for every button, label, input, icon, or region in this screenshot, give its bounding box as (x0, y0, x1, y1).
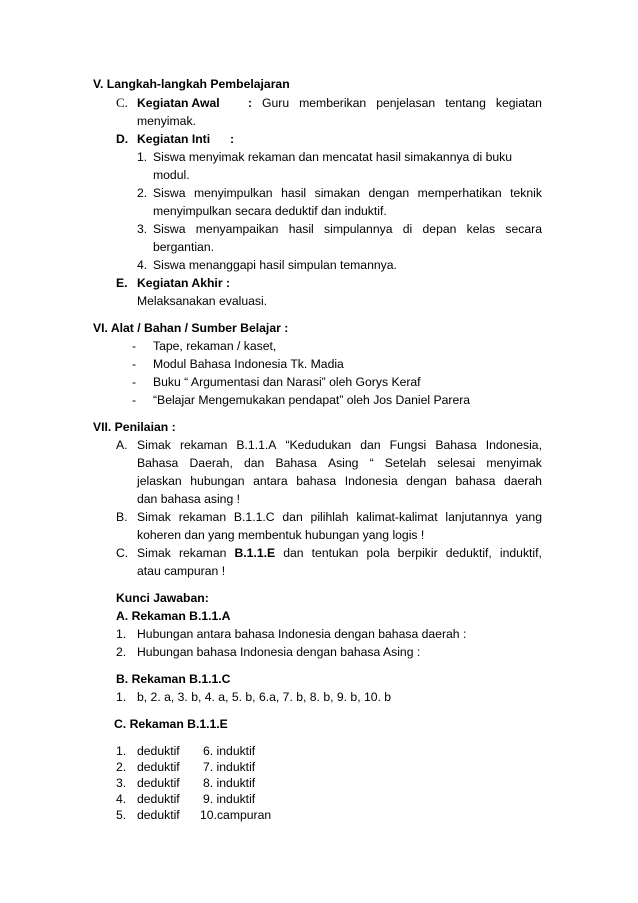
word: dengan (406, 474, 447, 488)
list-dash: - (132, 357, 137, 371)
section-6-heading: VI. Alat / Bahan / Sumber Belajar : (93, 321, 289, 335)
word: B.1.1.E (234, 546, 276, 560)
word: B.1.1.C (233, 510, 275, 524)
recording-b-title: B. Rekaman B.1.1.C (116, 672, 231, 686)
question-a-line3 (137, 473, 542, 489)
word: teknik (510, 186, 542, 200)
word: Bahasa (435, 438, 477, 452)
word: kelas (466, 222, 496, 236)
list-item: “Belajar Mengemukakan pendapat” oleh Jos Daniel Parera (153, 393, 471, 407)
word: pilihlah (310, 510, 349, 524)
item-d-colon: : (230, 132, 235, 146)
word: simpulannya (324, 222, 393, 236)
word: induktif, (499, 546, 542, 560)
word: Siswa (153, 186, 186, 200)
word: hubungan (190, 474, 245, 488)
word: Daerah, (189, 456, 233, 470)
word: penjelasan (376, 96, 436, 110)
word: hasil (288, 222, 314, 236)
word: dan (243, 456, 265, 470)
list-item: Modul Bahasa Indonesia Tk. Madia (153, 357, 344, 371)
word: menyampaikan (195, 222, 279, 236)
word: tentang (445, 96, 486, 110)
item-e-letter: E. (116, 276, 128, 290)
word: rekaman (179, 438, 228, 452)
item-d-letter: D. (116, 132, 129, 146)
word: “Kedudukan (285, 438, 352, 452)
d2-line1 (153, 185, 542, 201)
word: memberikan (299, 96, 367, 110)
d4-number: 4. (137, 258, 148, 272)
word: berpikir (397, 546, 438, 560)
question-b-letter: B. (116, 510, 128, 524)
word: daerah (503, 474, 542, 488)
recording-c-title: C. Rekaman B.1.1.E (114, 717, 228, 731)
word: di (402, 222, 413, 236)
recording-a-number: 2. (116, 645, 127, 659)
word: dan (283, 546, 304, 560)
word: dengan (368, 186, 410, 200)
word: Indonesia, (485, 438, 542, 452)
recording-b-answers: b, 2. a, 3. b, 4. a, 5. b, 6.a, 7. b, 8. b, 9. b, 10. b (137, 690, 392, 704)
list-dash: - (132, 393, 137, 407)
d1-line2: modul. (153, 168, 190, 182)
word: rekaman (178, 510, 227, 524)
word: yang (515, 510, 542, 524)
question-a-line4: dan bahasa asing ! (137, 492, 240, 506)
recording-c-number: 4. (116, 792, 127, 806)
word: tentukan (311, 546, 359, 560)
word: “ (369, 456, 374, 470)
recording-c-answer-right: 9. induktif (203, 792, 256, 806)
item-c-label: Kegiatan Awal (137, 96, 220, 110)
recording-c-answer-right: 6. induktif (203, 744, 256, 758)
word: antara (253, 474, 288, 488)
recording-a-title: A. Rekaman B.1.1.A (116, 609, 231, 623)
word: dan (360, 438, 381, 452)
d2-line2: menyimpulkan secara deduktif dan induktif. (153, 204, 387, 218)
word: deduktif, (445, 546, 492, 560)
word: Guru (262, 96, 290, 110)
item-c-line1 (262, 95, 542, 111)
list-dash: - (132, 339, 137, 353)
recording-c-answer-left: deduktif (137, 808, 180, 822)
word: kegiatan (495, 96, 542, 110)
section-7-heading: VII. Penilaian : (93, 420, 176, 434)
word: Simak (137, 510, 171, 524)
word: selesai (437, 456, 476, 470)
word: pola (366, 546, 390, 560)
d2-number: 2. (137, 186, 148, 200)
section-5-heading: V. Langkah-langkah Pembelajaran (93, 77, 290, 91)
d3-number: 3. (137, 222, 148, 236)
word: Bahasa (275, 456, 317, 470)
item-e-label: Kegiatan Akhir : (137, 276, 231, 290)
word: Asing (327, 456, 359, 470)
item-d-label: Kegiatan Inti (137, 132, 211, 146)
word: menyimak (486, 456, 542, 470)
word: Bahasa (137, 456, 179, 470)
word: rekaman (178, 546, 227, 560)
d3-line2: bergantian. (153, 240, 214, 254)
question-b-line1 (137, 509, 542, 525)
recording-a-number: 1. (116, 627, 127, 641)
question-c-line1 (137, 545, 542, 561)
question-c-line2: atau campuran ! (137, 564, 226, 578)
recording-c-answer-left: deduktif (137, 744, 180, 758)
item-c-letter: C. (116, 95, 128, 110)
question-a-letter: A. (116, 438, 128, 452)
d1-number: 1. (137, 150, 148, 164)
word: menyimpulkan (194, 186, 273, 200)
recording-c-answer-left: deduktif (137, 776, 180, 790)
question-a-line2 (137, 455, 542, 471)
word: Simak (137, 546, 171, 560)
question-b-line2: koheren dan yang membentuk hubungan yang logis ! (137, 528, 425, 542)
word: kalimat-kalimat (356, 510, 438, 524)
item-c-line2: menyimak. (137, 114, 196, 128)
word: hasil (281, 186, 307, 200)
recording-a-item: Hubungan antara bahasa Indonesia dengan bahasa daerah : (137, 627, 467, 641)
word: bahasa (455, 474, 496, 488)
recording-c-number: 1. (116, 744, 127, 758)
word: Setelah (384, 456, 427, 470)
d1-line1: Siswa menyimak rekaman dan mencatat hasil simakannya di buku (153, 150, 513, 164)
word: simakan (314, 186, 361, 200)
word: memperhatikan (417, 186, 502, 200)
recording-c-number: 5. (116, 808, 127, 822)
question-a-line1 (137, 437, 542, 453)
word: lanjutannya (445, 510, 508, 524)
item-e-line1: Melaksanakan evaluasi. (137, 294, 268, 308)
recording-c-answer-left: deduktif (137, 760, 180, 774)
word: Simak (137, 438, 171, 452)
recording-c-answer-right: 8. induktif (203, 776, 256, 790)
word: dan (282, 510, 303, 524)
recording-c-answer-right: 10.campuran (200, 808, 272, 822)
word: Indonesia (344, 474, 398, 488)
list-item: Buku “ Argumentasi dan Narasi” oleh Gorys Keraf (153, 375, 421, 389)
word: jelaskan (137, 474, 182, 488)
word: Siswa (153, 222, 186, 236)
list-dash: - (132, 375, 137, 389)
answer-key-title: Kunci Jawaban: (116, 591, 209, 605)
recording-c-answer-right: 7. induktif (203, 760, 256, 774)
recording-b-number: 1. (116, 690, 127, 704)
list-item: Tape, rekaman / kaset, (153, 339, 277, 353)
word: secara (505, 222, 542, 236)
recording-c-number: 3. (116, 776, 127, 790)
item-c-colon: : (248, 96, 253, 110)
d4-line1: Siswa menanggapi hasil simpulan temannya. (153, 258, 397, 272)
word: Fungsi (389, 438, 427, 452)
recording-a-item: Hubungan bahasa Indonesia dengan bahasa Asing : (137, 645, 421, 659)
word: bahasa (296, 474, 337, 488)
word: depan (422, 222, 457, 236)
recording-c-number: 2. (116, 760, 127, 774)
question-c-letter: C. (116, 546, 129, 560)
recording-c-answer-left: deduktif (137, 792, 180, 806)
d3-line1 (153, 221, 542, 237)
word: B.1.1.A (236, 438, 277, 452)
